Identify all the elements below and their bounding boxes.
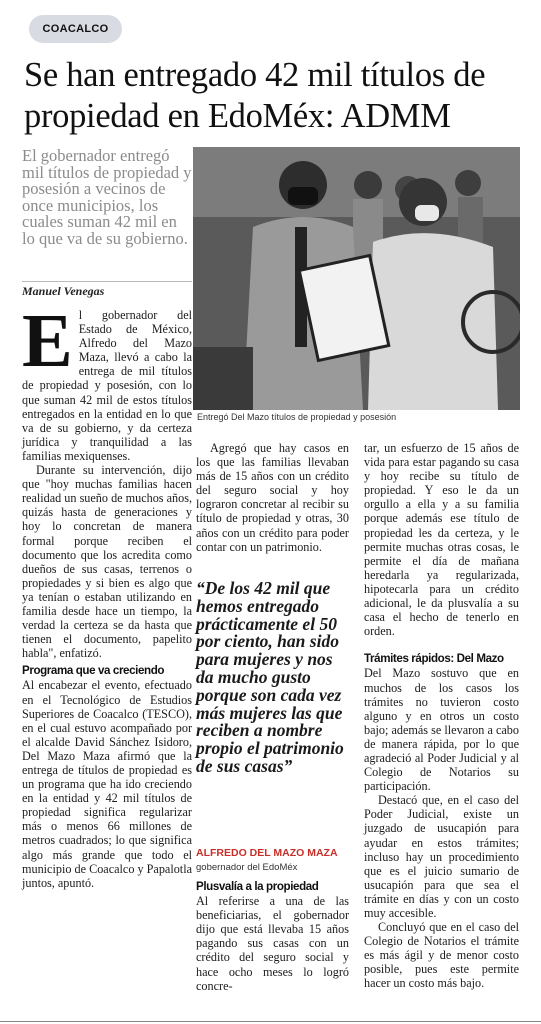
paragraph: Al referirse a una de las beneficiarias, el gobernador dijo que está llevaba 15 años pagando sus casas con un crédito del seguro social y hace ocho meses lo logró concre- [196, 894, 349, 993]
column-2 [196, 441, 349, 554]
paragraph: Durante su intervención, dijo que "hoy muchas familias hacen realidad un sueño de muchos años, quizás hasta de generaciones y hoy lo concretan de manera formal porque reciben el documento que los acredita como dueños de sus casas, terrenos o propiedades y si bien es algo que ya tenían o estaban utilizando en familia desde hace un tiempo, la verdad la certeza se da hasta que tienen el documento, papelito habla", enfatizó. [22, 463, 192, 661]
quote-attribution-role: gobernador del EdoMéx [196, 862, 298, 873]
drop-cap: E [22, 299, 73, 383]
paragraph: tar, un esfuerzo de 15 años de vida para estar pagando su casa y hoy recibe su título de propiedad. Y eso le da un orgullo a ella y a su familia porque además ese título de propiedad les da certeza, y le permite muchas otras cosas, le permite el día de mañana heredarla ya regularizada, hipotecarla para un crédito adicional, le da plusvalía a su casa el hecho de tenerlo en orden. [364, 441, 519, 639]
column-1 [22, 299, 192, 890]
section-tag[interactable]: COACALCO [29, 15, 122, 43]
paragraph: Al encabezar el evento, efectuado en el Tecnológico de Estudios Superiores de Coacalco (TESCO), en el cual estuvo acompañado por el alcalde David Sánchez Isidoro, Del Mazo Maza afirmó que la entrega de títulos de propiedad es un programa que ha ido creciendo en la entidad y 42 mil títulos de propiedad significa regularizar más o menos 66 millones de metros cuadrados; lo que significa algo más grande que todo el municipio de Coacalco y Papalotla juntos, apuntó. [22, 678, 192, 890]
subhead: Programa que va creciendo [22, 664, 165, 678]
byline: Manuel Venegas [22, 281, 192, 299]
bottom-rule [0, 1021, 541, 1022]
column-3 [364, 441, 519, 991]
paragraph: l gobernador del Estado de México, Alfredo del Mazo Maza, llevó a cabo la entrega de mil títulos de propiedad y posesión, con lo que suman 42 mil de estos títulos entregados en la entidad en lo que va de su gobierno, y da certeza jurídica y tranquilidad a las familias mexiquenses. [22, 308, 192, 463]
subhead: Trámites rápidos: Del Mazo [364, 652, 504, 666]
news-photo [193, 147, 520, 410]
paragraph: Destacó que, en el caso del Poder Judicial, existe un juzgado de usucapión para ayudar en estos trámites; incluso hay un procedimiento que es el juicio sumario de usucapión para que sea el trámite en días y con un costo muy accesible. [364, 793, 519, 920]
subhead: Plusvalía a la propiedad [196, 880, 319, 893]
pull-quote: “De los 42 mil que hemos entregado prácticamente el 50 por ciento, han sido para mujeres y nos da mucho gusto porque son cada vez más mujeres las que reciben a nombre propio el patrimonio de sus casas” [196, 578, 344, 776]
paragraph: Del Mazo sostuvo que en muchos de los casos los trámites no tuvieron costo alguno y en otros un costo bajo; además se llevaron a cabo de manera rápida, por lo que agradeció al Poder Judicial y al Colegio de Notarios su participación. [364, 666, 519, 794]
photo-caption: Entregó Del Mazo títulos de propiedad y posesión [197, 412, 397, 422]
headline: Se han entregado 42 mil títulos de propiedad en EdoMéx: ADMM [24, 56, 486, 135]
quote-attribution-name: ALFREDO DEL MAZO MAZA [196, 847, 338, 859]
paragraph: Agregó que hay casos en los que las familias llevaban más de 15 años con un crédito del seguro social y hoy lograron concretar al recibir su título de propiedad y otras, 30 años con un crédito para poder contar con un patrimonio. [196, 441, 349, 554]
paragraph: Concluyó que en el caso del Colegio de Notarios el trámite es más ágil y de menor costo posible, pues este permite hacer un costo más bajo. [364, 920, 519, 991]
deck: El gobernador entregó mil títulos de propiedad y posesión a vecinos de once municipios, los cuales suman 42 mil en lo que va de su gobierno. [22, 146, 192, 248]
column-2-bottom [196, 880, 349, 993]
photo-illustration [193, 147, 520, 410]
